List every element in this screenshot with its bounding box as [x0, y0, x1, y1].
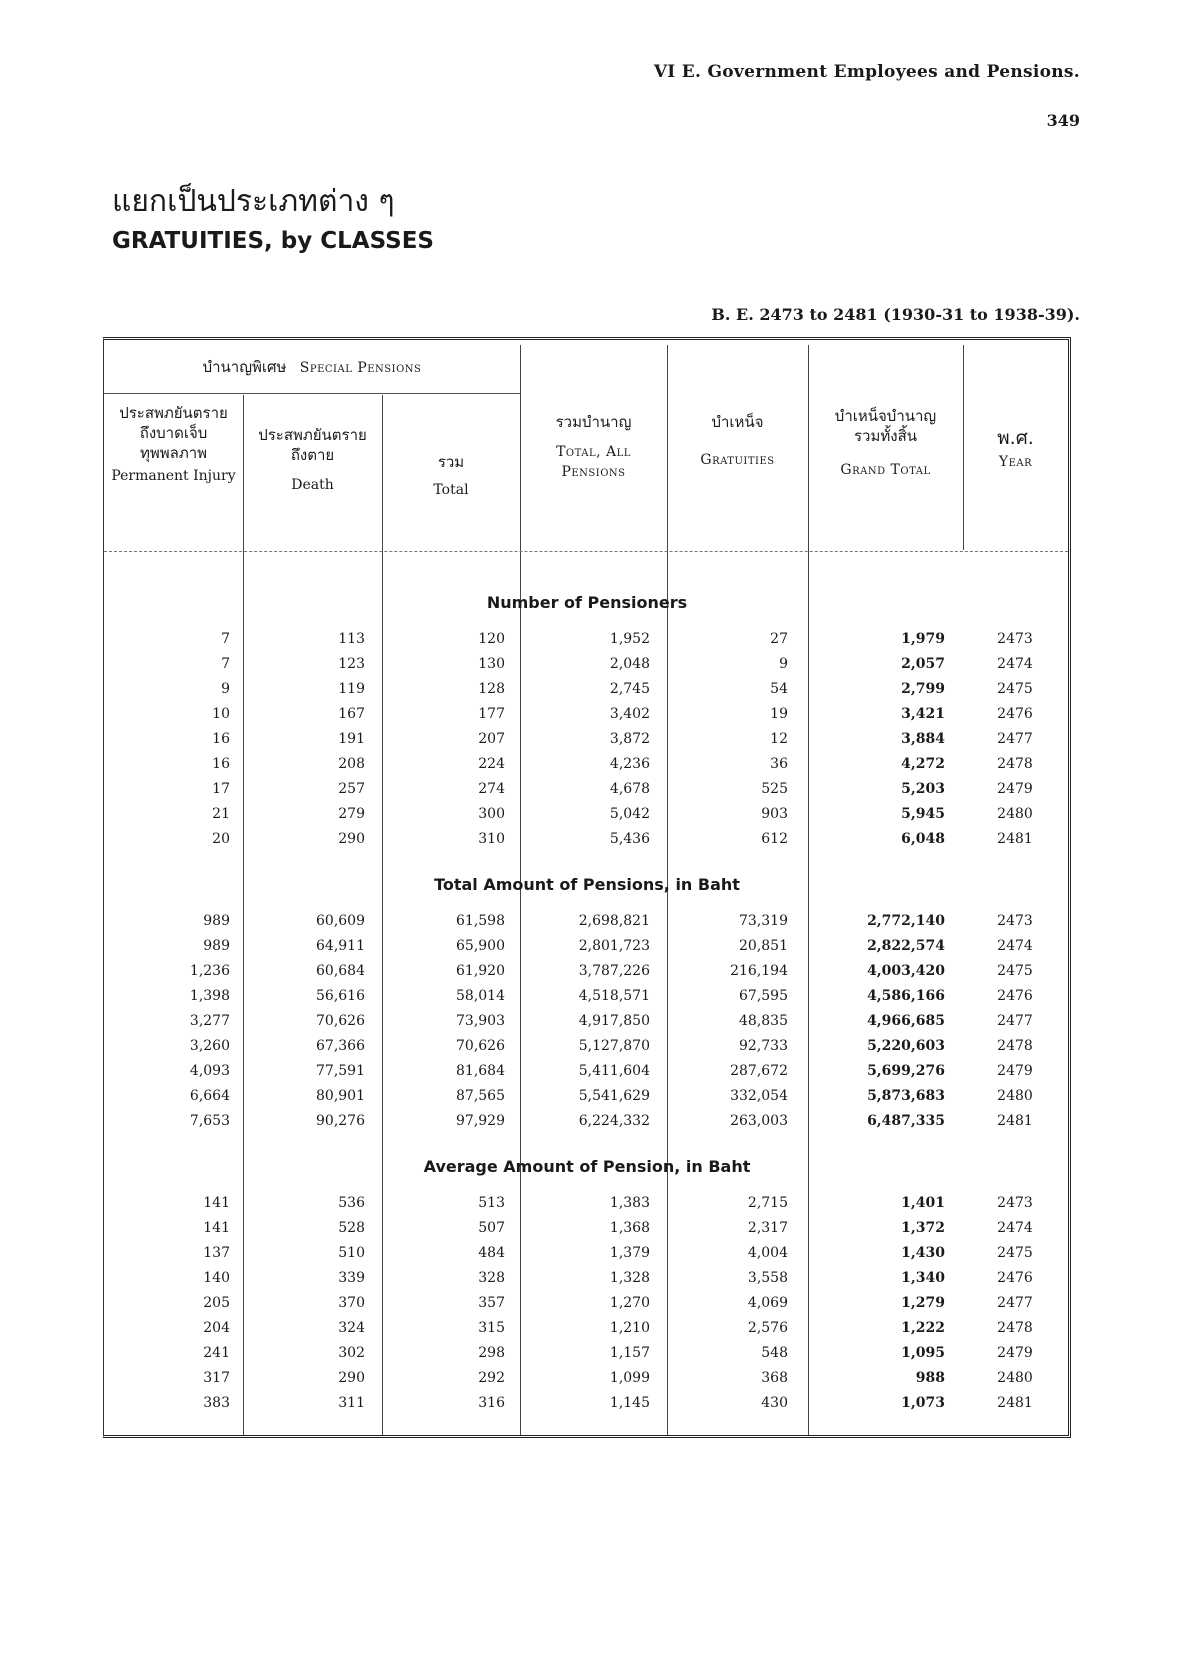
- page-title-thai: แยกเป็นประเภทต่าง ๆ: [112, 184, 395, 219]
- cell-total: 61,598: [456, 913, 505, 929]
- table-row: [0, 963, 1181, 987]
- table-row: [0, 731, 1181, 755]
- cell-total-all-pensions: 3,402: [609, 706, 650, 722]
- cell-permanent-injury: 140: [203, 1270, 230, 1286]
- cell-total: 128: [478, 681, 505, 697]
- cell-death: 208: [338, 756, 365, 772]
- cell-total-all-pensions: 1,368: [609, 1220, 650, 1236]
- cell-permanent-injury: 3,277: [189, 1013, 230, 1029]
- cell-death: 67,366: [316, 1038, 365, 1054]
- cell-grand-total: 1,372: [901, 1220, 945, 1236]
- cell-death: 290: [338, 1370, 365, 1386]
- cell-gratuities: 3,558: [747, 1270, 788, 1286]
- table-row: [0, 1245, 1181, 1269]
- cell-year: 2474: [997, 938, 1033, 954]
- cell-death: 167: [338, 706, 365, 722]
- cell-grand-total: 6,487,335: [867, 1113, 945, 1129]
- cell-total: 81,684: [456, 1063, 505, 1079]
- cell-permanent-injury: 317: [203, 1370, 230, 1386]
- cell-total-all-pensions: 2,698,821: [578, 913, 650, 929]
- cell-total: 315: [478, 1320, 505, 1336]
- cell-death: 70,626: [316, 1013, 365, 1029]
- table-row: [0, 1295, 1181, 1319]
- cell-gratuities: 19: [770, 706, 788, 722]
- table-row: [0, 1013, 1181, 1037]
- table-row: [0, 831, 1181, 855]
- table-row: [0, 631, 1181, 655]
- cell-death: 370: [338, 1295, 365, 1311]
- cell-year: 2481: [997, 1395, 1033, 1411]
- cell-permanent-injury: 7: [221, 631, 230, 647]
- table-row: [0, 913, 1181, 937]
- cell-gratuities: 20,851: [739, 938, 788, 954]
- cell-permanent-injury: 989: [203, 938, 230, 954]
- table-row: [0, 938, 1181, 962]
- cell-grand-total: 5,203: [901, 781, 945, 797]
- cell-total: 65,900: [456, 938, 505, 954]
- cell-death: 339: [338, 1270, 365, 1286]
- cell-death: 60,609: [316, 913, 365, 929]
- cell-permanent-injury: 137: [203, 1245, 230, 1261]
- cell-grand-total: 2,772,140: [867, 913, 945, 929]
- header-permanent-injury: [104, 403, 243, 485]
- cell-death: 60,684: [316, 963, 365, 979]
- cell-permanent-injury: 9: [221, 681, 230, 697]
- cell-total-all-pensions: 6,224,332: [578, 1113, 650, 1129]
- cell-total-all-pensions: 1,379: [609, 1245, 650, 1261]
- cell-permanent-injury: 205: [203, 1295, 230, 1311]
- header-grand-en: Grand Total: [840, 462, 931, 478]
- table-row: [0, 1270, 1181, 1294]
- cell-permanent-injury: 16: [212, 756, 230, 772]
- cell-permanent-injury: 1,398: [189, 988, 230, 1004]
- cell-grand-total: 2,822,574: [867, 938, 945, 954]
- table-row: [0, 1395, 1181, 1419]
- running-head: VI E. Government Employees and Pensions.: [653, 62, 1080, 82]
- cell-total: 274: [478, 781, 505, 797]
- header-death-en: Death: [291, 477, 334, 493]
- cell-grand-total: 5,699,276: [867, 1063, 945, 1079]
- cell-year: 2480: [997, 806, 1033, 822]
- cell-total: 484: [478, 1245, 505, 1261]
- header-year-thai: พ.ศ.: [997, 427, 1034, 449]
- cell-year: 2477: [997, 1295, 1033, 1311]
- cell-grand-total: 1,095: [901, 1345, 945, 1361]
- cell-year: 2475: [997, 963, 1033, 979]
- cell-total-all-pensions: 5,541,629: [578, 1088, 650, 1104]
- cell-grand-total: 1,430: [901, 1245, 945, 1261]
- cell-death: 257: [338, 781, 365, 797]
- cell-total: 298: [478, 1345, 505, 1361]
- header-total: [382, 452, 520, 500]
- header-grat-thai: บำเหน็จ: [711, 413, 764, 431]
- cell-total-all-pensions: 4,678: [609, 781, 650, 797]
- cell-total: 292: [478, 1370, 505, 1386]
- cell-total: 316: [478, 1395, 505, 1411]
- cell-gratuities: 27: [770, 631, 788, 647]
- table-row: [0, 1345, 1181, 1369]
- cell-total: 73,903: [456, 1013, 505, 1029]
- cell-death: 64,911: [316, 938, 365, 954]
- table-row: [0, 781, 1181, 805]
- cell-total: 97,929: [456, 1113, 505, 1129]
- cell-total-all-pensions: 5,436: [609, 831, 650, 847]
- cell-year: 2475: [997, 681, 1033, 697]
- cell-total-all-pensions: 1,952: [609, 631, 650, 647]
- cell-total-all-pensions: 1,328: [609, 1270, 650, 1286]
- header-rule: [104, 393, 520, 394]
- cell-gratuities: 67,595: [739, 988, 788, 1004]
- cell-grand-total: 1,222: [901, 1320, 945, 1336]
- cell-total: 87,565: [456, 1088, 505, 1104]
- cell-death: 113: [338, 631, 365, 647]
- cell-permanent-injury: 21: [212, 806, 230, 822]
- page-title: GRATUITIES, by CLASSES: [112, 228, 434, 254]
- cell-year: 2478: [997, 756, 1033, 772]
- cell-year: 2476: [997, 706, 1033, 722]
- cell-grand-total: 3,884: [901, 731, 945, 747]
- cell-death: 77,591: [316, 1063, 365, 1079]
- cell-death: 123: [338, 656, 365, 672]
- cell-total: 61,920: [456, 963, 505, 979]
- cell-death: 302: [338, 1345, 365, 1361]
- cell-gratuities: 287,672: [730, 1063, 788, 1079]
- header-special-en: Special Pensions: [299, 360, 422, 376]
- table-row: [0, 756, 1181, 780]
- cell-permanent-injury: 989: [203, 913, 230, 929]
- header-grand-thai-2: รวมทั้งสิ้น: [854, 427, 917, 445]
- cell-death: 528: [338, 1220, 365, 1236]
- cell-total: 120: [478, 631, 505, 647]
- cell-grand-total: 6,048: [901, 831, 945, 847]
- cell-gratuities: 9: [779, 656, 788, 672]
- table-row: [0, 988, 1181, 1012]
- cell-year: 2473: [997, 913, 1033, 929]
- cell-permanent-injury: 141: [203, 1195, 230, 1211]
- cell-year: 2474: [997, 656, 1033, 672]
- cell-year: 2480: [997, 1370, 1033, 1386]
- cell-grand-total: 1,279: [901, 1295, 945, 1311]
- cell-year: 2477: [997, 1013, 1033, 1029]
- cell-death: 510: [338, 1245, 365, 1261]
- header-total-thai: รวม: [437, 453, 465, 471]
- cell-total: 70,626: [456, 1038, 505, 1054]
- cell-year: 2473: [997, 631, 1033, 647]
- cell-grand-total: 5,220,603: [867, 1038, 945, 1054]
- cell-total: 328: [478, 1270, 505, 1286]
- header-death-thai-1: ประสพภยันตราย: [258, 426, 367, 444]
- cell-year: 2478: [997, 1038, 1033, 1054]
- cell-death: 191: [338, 731, 365, 747]
- cell-total: 310: [478, 831, 505, 847]
- header-special-pensions: [104, 357, 520, 378]
- cell-gratuities: 4,004: [747, 1245, 788, 1261]
- cell-total: 507: [478, 1220, 505, 1236]
- cell-total-all-pensions: 2,048: [609, 656, 650, 672]
- cell-grand-total: 2,057: [901, 656, 945, 672]
- cell-death: 324: [338, 1320, 365, 1336]
- cell-permanent-injury: 241: [203, 1345, 230, 1361]
- cell-grand-total: 988: [915, 1370, 945, 1386]
- table-row: [0, 1088, 1181, 1112]
- cell-year: 2476: [997, 1270, 1033, 1286]
- cell-total: 130: [478, 656, 505, 672]
- cell-year: 2480: [997, 1088, 1033, 1104]
- header-total-en: Total: [433, 482, 469, 498]
- header-perm-thai-1: ประสพภยันตราย: [119, 404, 228, 422]
- cell-total-all-pensions: 2,745: [609, 681, 650, 697]
- cell-total-all-pensions: 1,145: [609, 1395, 650, 1411]
- cell-permanent-injury: 4,093: [189, 1063, 230, 1079]
- cell-death: 56,616: [316, 988, 365, 1004]
- header-special-thai: บำนาญพิเศษ: [202, 358, 287, 376]
- cell-permanent-injury: 1,236: [189, 963, 230, 979]
- cell-permanent-injury: 17: [212, 781, 230, 797]
- header-year: [963, 428, 1068, 472]
- cell-gratuities: 612: [761, 831, 788, 847]
- cell-death: 536: [338, 1195, 365, 1211]
- header-gratuities: [667, 412, 808, 470]
- cell-death: 279: [338, 806, 365, 822]
- header-grand-total: [808, 406, 963, 480]
- cell-death: 311: [338, 1395, 365, 1411]
- cell-grand-total: 4,966,685: [867, 1013, 945, 1029]
- header-all-en-1: Total, All: [556, 444, 631, 460]
- cell-total-all-pensions: 4,236: [609, 756, 650, 772]
- cell-grand-total: 5,873,683: [867, 1088, 945, 1104]
- cell-total-all-pensions: 1,157: [609, 1345, 650, 1361]
- header-death-thai-2: ถึงตาย: [290, 446, 335, 464]
- header-total-all-pensions: [520, 412, 667, 482]
- cell-gratuities: 430: [761, 1395, 788, 1411]
- cell-gratuities: 12: [770, 731, 788, 747]
- cell-grand-total: 2,799: [901, 681, 945, 697]
- cell-year: 2481: [997, 831, 1033, 847]
- table-row: [0, 1195, 1181, 1219]
- cell-total: 207: [478, 731, 505, 747]
- cell-total: 513: [478, 1195, 505, 1211]
- header-grand-thai-1: บำเหน็จบำนาญ: [834, 407, 937, 425]
- cell-gratuities: 2,317: [747, 1220, 788, 1236]
- table-row: [0, 656, 1181, 680]
- table-row: [0, 806, 1181, 830]
- cell-grand-total: 4,272: [901, 756, 945, 772]
- cell-year: 2479: [997, 781, 1033, 797]
- table-row: [0, 1113, 1181, 1137]
- cell-year: 2478: [997, 1320, 1033, 1336]
- cell-year: 2479: [997, 1345, 1033, 1361]
- cell-grand-total: 1,340: [901, 1270, 945, 1286]
- cell-permanent-injury: 141: [203, 1220, 230, 1236]
- cell-death: 80,901: [316, 1088, 365, 1104]
- cell-gratuities: 36: [770, 756, 788, 772]
- cell-total-all-pensions: 3,787,226: [578, 963, 650, 979]
- cell-gratuities: 216,194: [730, 963, 788, 979]
- section-title-average-amount: Average Amount of Pension, in Baht: [423, 1157, 751, 1176]
- cell-grand-total: 4,586,166: [867, 988, 945, 1004]
- header-perm-thai-3: ทุพพลภาพ: [139, 444, 208, 462]
- cell-year: 2477: [997, 731, 1033, 747]
- cell-year: 2479: [997, 1063, 1033, 1079]
- cell-permanent-injury: 16: [212, 731, 230, 747]
- cell-total-all-pensions: 3,872: [609, 731, 650, 747]
- cell-gratuities: 2,715: [747, 1195, 788, 1211]
- cell-permanent-injury: 6,664: [189, 1088, 230, 1104]
- cell-death: 119: [338, 681, 365, 697]
- cell-grand-total: 3,421: [901, 706, 945, 722]
- cell-gratuities: 368: [761, 1370, 788, 1386]
- cell-gratuities: 2,576: [747, 1320, 788, 1336]
- cell-permanent-injury: 3,260: [189, 1038, 230, 1054]
- cell-permanent-injury: 7: [221, 656, 230, 672]
- table-row: [0, 1320, 1181, 1344]
- table-row: [0, 1063, 1181, 1087]
- cell-permanent-injury: 204: [203, 1320, 230, 1336]
- cell-grand-total: 4,003,420: [867, 963, 945, 979]
- cell-year: 2475: [997, 1245, 1033, 1261]
- header-perm-en: Permanent Injury: [111, 468, 236, 484]
- header-all-thai: รวมบำนาญ: [555, 413, 632, 431]
- table-row: [0, 681, 1181, 705]
- section-title-total-amount: Total Amount of Pensions, in Baht: [434, 875, 740, 894]
- cell-gratuities: 332,054: [730, 1088, 788, 1104]
- header-year-en: Year: [998, 454, 1033, 470]
- cell-year: 2474: [997, 1220, 1033, 1236]
- cell-permanent-injury: 10: [212, 706, 230, 722]
- cell-death: 90,276: [316, 1113, 365, 1129]
- cell-gratuities: 548: [761, 1345, 788, 1361]
- cell-year: 2473: [997, 1195, 1033, 1211]
- page-number: 349: [1046, 111, 1080, 130]
- cell-permanent-injury: 7,653: [189, 1113, 230, 1129]
- cell-gratuities: 48,835: [739, 1013, 788, 1029]
- cell-grand-total: 1,401: [901, 1195, 945, 1211]
- cell-permanent-injury: 20: [212, 831, 230, 847]
- cell-year: 2481: [997, 1113, 1033, 1129]
- cell-total-all-pensions: 4,518,571: [578, 988, 650, 1004]
- table-row: [0, 1038, 1181, 1062]
- header-death: [243, 425, 382, 495]
- table-row: [0, 706, 1181, 730]
- cell-total: 58,014: [456, 988, 505, 1004]
- table-row: [0, 1370, 1181, 1394]
- header-all-en-2: Pensions: [561, 464, 626, 480]
- cell-grand-total: 5,945: [901, 806, 945, 822]
- cell-total-all-pensions: 5,127,870: [578, 1038, 650, 1054]
- cell-total-all-pensions: 4,917,850: [578, 1013, 650, 1029]
- cell-gratuities: 73,319: [739, 913, 788, 929]
- cell-total-all-pensions: 1,099: [609, 1370, 650, 1386]
- header-grat-en: Gratuities: [700, 452, 775, 468]
- date-range: B. E. 2473 to 2481 (1930-31 to 1938-39).: [711, 305, 1080, 324]
- cell-total-all-pensions: 2,801,723: [578, 938, 650, 954]
- cell-year: 2476: [997, 988, 1033, 1004]
- cell-grand-total: 1,073: [901, 1395, 945, 1411]
- header-rule: [104, 551, 1068, 552]
- cell-total-all-pensions: 1,210: [609, 1320, 650, 1336]
- table-row: [0, 1220, 1181, 1244]
- cell-total: 177: [478, 706, 505, 722]
- cell-grand-total: 1,979: [901, 631, 945, 647]
- cell-gratuities: 903: [761, 806, 788, 822]
- cell-total-all-pensions: 5,042: [609, 806, 650, 822]
- cell-total-all-pensions: 1,270: [609, 1295, 650, 1311]
- section-title-number-of-pensioners: Number of Pensioners: [486, 593, 688, 612]
- cell-gratuities: 525: [761, 781, 788, 797]
- cell-total: 224: [478, 756, 505, 772]
- cell-total: 357: [478, 1295, 505, 1311]
- cell-permanent-injury: 383: [203, 1395, 230, 1411]
- header-perm-thai-2: ถึงบาดเจ็บ: [139, 424, 208, 442]
- cell-gratuities: 92,733: [739, 1038, 788, 1054]
- cell-total-all-pensions: 5,411,604: [578, 1063, 650, 1079]
- cell-total: 300: [478, 806, 505, 822]
- cell-gratuities: 263,003: [730, 1113, 788, 1129]
- cell-gratuities: 54: [770, 681, 788, 697]
- cell-death: 290: [338, 831, 365, 847]
- cell-total-all-pensions: 1,383: [609, 1195, 650, 1211]
- cell-gratuities: 4,069: [747, 1295, 788, 1311]
